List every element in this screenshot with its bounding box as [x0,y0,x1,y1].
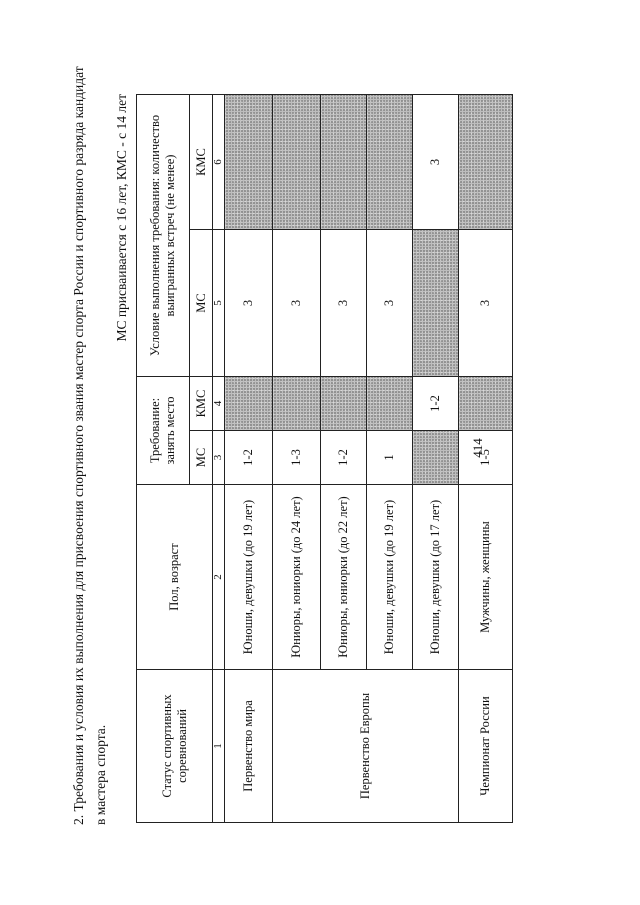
place-ms-cell: 1-2 [225,431,273,485]
column-number-row [213,95,225,823]
header-status: Статус спортивных соревнований [137,670,213,823]
table-row [225,95,273,823]
wins-ms-cell: 3 [367,230,413,377]
place-kms-cell-shaded [367,377,413,431]
place-ms-cell-shaded [413,431,459,485]
wins-kms-cell-shaded [273,95,321,230]
place-kms-cell-shaded [459,377,513,431]
wins-ms-cell: 3 [321,230,367,377]
place-ms-cell: 1-2 [321,431,367,485]
wins-kms-cell: 3 [413,95,459,230]
table-row [273,95,321,823]
column-number: 3 [213,431,225,485]
wins-ms-cell-shaded [413,230,459,377]
place-kms-cell: 1-2 [413,377,459,431]
wins-ms-cell: 3 [273,230,321,377]
table-row [459,95,513,823]
section-heading: 2. Требования и условия их выполнения для присвоения спортивного звания мастер спорта России и спортивного разряда кандидат в мастера спорта. [71,66,108,825]
wins-ms-cell: 3 [459,230,513,377]
place-ms-cell: 1-5 [459,431,513,485]
wins-kms-cell-shaded [321,95,367,230]
place-ms-cell: 1 [367,431,413,485]
wins-ms-cell: 3 [225,230,273,377]
wins-kms-cell-shaded [367,95,413,230]
age-cell: Юноши, девушки (до 19 лет) [225,485,273,670]
subheader-place-kms: КМС [190,377,213,431]
subheader-wins-ms: МС [190,230,213,377]
table-header-row [137,95,190,823]
column-number: 6 [213,95,225,230]
place-kms-cell-shaded [225,377,273,431]
age-cell: Юниоры, юниорки (до 22 лет) [321,485,367,670]
requirements-table [136,94,513,823]
page-number: 414 [470,438,485,458]
column-number: 5 [213,230,225,377]
column-number: 1 [213,670,225,823]
header-age: Пол, возраст [137,485,213,670]
group-world: Первенство мира [225,670,273,823]
subheader-place-ms: МС [190,431,213,485]
header-place: Требование: занять место [137,377,190,485]
column-number: 2 [213,485,225,670]
subheader-wins-kms: КМС [190,95,213,230]
place-kms-cell-shaded [273,377,321,431]
header-wins: Условие выполнения требования: количество выигранных встреч (не менее) [137,95,190,377]
age-cell: Мужчины, женщины [459,485,513,670]
age-cell: Юноши, девушки (до 17 лет) [413,485,459,670]
age-note: МС присваивается с 16 лет, КМС - с 14 лет [114,94,129,342]
column-number: 4 [213,377,225,431]
place-kms-cell-shaded [321,377,367,431]
place-ms-cell: 1-3 [273,431,321,485]
wins-kms-cell-shaded [459,95,513,230]
group-russia: Чемпионат России [459,670,513,823]
group-europe: Первенство Европы [273,670,459,823]
wins-kms-cell-shaded [225,95,273,230]
age-cell: Юноши, девушки (до 19 лет) [367,485,413,670]
age-cell: Юниоры, юниорки (до 24 лет) [273,485,321,670]
